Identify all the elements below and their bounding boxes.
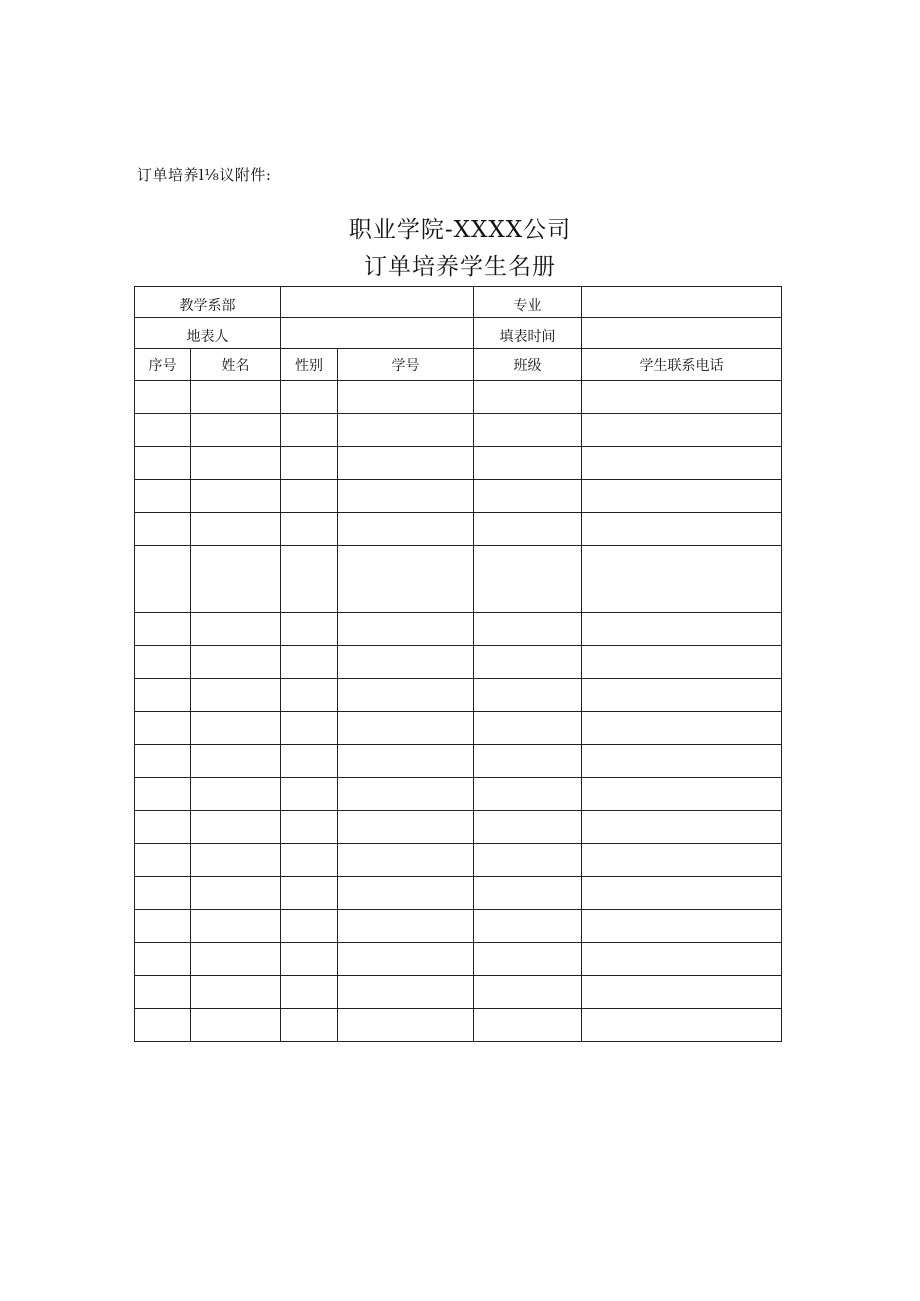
info-row-filler <box>135 318 782 349</box>
cell-phone[interactable] <box>582 480 782 513</box>
cell-name[interactable] <box>191 513 281 546</box>
cell-name[interactable] <box>191 381 281 414</box>
table-row <box>135 811 782 844</box>
cell-name[interactable] <box>191 613 281 646</box>
col-header-name: 姓名 <box>191 349 281 381</box>
table-row <box>135 613 782 646</box>
cell-index[interactable] <box>135 877 191 910</box>
cell-class[interactable] <box>474 745 582 778</box>
cell-index[interactable] <box>135 447 191 480</box>
cell-student-id[interactable] <box>338 976 474 1009</box>
cell-name[interactable] <box>191 646 281 679</box>
cell-index[interactable] <box>135 513 191 546</box>
filler-field[interactable] <box>281 318 474 349</box>
cell-gender[interactable] <box>281 943 338 976</box>
cell-gender[interactable] <box>281 976 338 1009</box>
cell-phone[interactable] <box>582 513 782 546</box>
major-field[interactable] <box>582 287 782 318</box>
cell-student-id[interactable] <box>338 513 474 546</box>
cell-gender[interactable] <box>281 480 338 513</box>
cell-student-id[interactable] <box>338 447 474 480</box>
cell-phone[interactable] <box>582 811 782 844</box>
cell-index[interactable] <box>135 910 191 943</box>
table-row <box>135 646 782 679</box>
cell-index[interactable] <box>135 844 191 877</box>
cell-student-id[interactable] <box>338 811 474 844</box>
cell-index[interactable] <box>135 943 191 976</box>
cell-index[interactable] <box>135 778 191 811</box>
cell-name[interactable] <box>191 877 281 910</box>
cell-phone[interactable] <box>582 910 782 943</box>
table-row <box>135 513 782 546</box>
cell-phone[interactable] <box>582 745 782 778</box>
cell-name[interactable] <box>191 778 281 811</box>
cell-gender[interactable] <box>281 546 338 613</box>
cell-class[interactable] <box>474 414 582 447</box>
cell-class[interactable] <box>474 910 582 943</box>
cell-name[interactable] <box>191 414 281 447</box>
cell-class[interactable] <box>474 646 582 679</box>
info-row-department <box>135 287 782 318</box>
attachment-label: 订单培养l⅛议附件: <box>137 166 272 184</box>
cell-index[interactable] <box>135 679 191 712</box>
cell-phone[interactable] <box>582 1009 782 1042</box>
col-header-student-id: 学号 <box>338 349 474 381</box>
cell-class[interactable] <box>474 513 582 546</box>
cell-class[interactable] <box>474 712 582 745</box>
cell-phone[interactable] <box>582 646 782 679</box>
cell-phone[interactable] <box>582 844 782 877</box>
document-subtitle: 订单培养学生名册 <box>364 254 556 280</box>
cell-name[interactable] <box>191 844 281 877</box>
column-header-row <box>135 349 782 381</box>
cell-student-id[interactable] <box>338 877 474 910</box>
table-row <box>135 976 782 1009</box>
cell-class[interactable] <box>474 844 582 877</box>
cell-index[interactable] <box>135 745 191 778</box>
cell-student-id[interactable] <box>338 943 474 976</box>
table-row <box>135 943 782 976</box>
table-row <box>135 447 782 480</box>
col-header-index: 序号 <box>135 349 191 381</box>
cell-student-id[interactable] <box>338 745 474 778</box>
cell-name[interactable] <box>191 480 281 513</box>
table-row <box>135 745 782 778</box>
cell-index[interactable] <box>135 976 191 1009</box>
cell-index[interactable] <box>135 646 191 679</box>
cell-phone[interactable] <box>582 712 782 745</box>
table-row <box>135 712 782 745</box>
cell-student-id[interactable] <box>338 1009 474 1042</box>
cell-name[interactable] <box>191 1009 281 1042</box>
cell-name[interactable] <box>191 976 281 1009</box>
cell-name[interactable] <box>191 811 281 844</box>
table-row <box>135 778 782 811</box>
cell-class[interactable] <box>474 546 582 613</box>
document-title: 职业学院-XXXX公司 <box>348 217 572 243</box>
cell-class[interactable] <box>474 679 582 712</box>
cell-gender[interactable] <box>281 447 338 480</box>
table-row <box>135 381 782 414</box>
cell-phone[interactable] <box>582 877 782 910</box>
cell-name[interactable] <box>191 943 281 976</box>
table-row <box>135 679 782 712</box>
col-header-class: 班级 <box>474 349 582 381</box>
cell-student-id[interactable] <box>338 546 474 613</box>
table-row <box>135 910 782 943</box>
cell-gender[interactable] <box>281 745 338 778</box>
col-header-phone: 学生联系电话 <box>582 349 782 381</box>
student-roster-table <box>134 286 782 1042</box>
table-row <box>135 1009 782 1042</box>
cell-gender[interactable] <box>281 778 338 811</box>
cell-gender[interactable] <box>281 877 338 910</box>
cell-class[interactable] <box>474 1009 582 1042</box>
cell-phone[interactable] <box>582 414 782 447</box>
table-row <box>135 877 782 910</box>
table-row <box>135 844 782 877</box>
cell-gender[interactable] <box>281 811 338 844</box>
cell-index[interactable] <box>135 381 191 414</box>
table-row <box>135 414 782 447</box>
cell-gender[interactable] <box>281 910 338 943</box>
filler-label: 地表人 <box>135 318 281 349</box>
cell-class[interactable] <box>474 976 582 1009</box>
cell-student-id[interactable] <box>338 778 474 811</box>
cell-index[interactable] <box>135 712 191 745</box>
cell-phone[interactable] <box>582 546 782 613</box>
cell-index[interactable] <box>135 414 191 447</box>
cell-gender[interactable] <box>281 613 338 646</box>
cell-class[interactable] <box>474 613 582 646</box>
cell-gender[interactable] <box>281 1009 338 1042</box>
cell-name[interactable] <box>191 712 281 745</box>
fill-time-field[interactable] <box>582 318 782 349</box>
cell-gender[interactable] <box>281 844 338 877</box>
cell-class[interactable] <box>474 447 582 480</box>
cell-gender[interactable] <box>281 646 338 679</box>
col-header-gender: 性别 <box>281 349 338 381</box>
cell-student-id[interactable] <box>338 613 474 646</box>
cell-index[interactable] <box>135 546 191 613</box>
cell-student-id[interactable] <box>338 844 474 877</box>
cell-class[interactable] <box>474 943 582 976</box>
cell-name[interactable] <box>191 447 281 480</box>
cell-class[interactable] <box>474 480 582 513</box>
cell-gender[interactable] <box>281 712 338 745</box>
cell-student-id[interactable] <box>338 480 474 513</box>
fill-time-label: 填表时间 <box>474 318 582 349</box>
cell-index[interactable] <box>135 811 191 844</box>
cell-class[interactable] <box>474 778 582 811</box>
cell-class[interactable] <box>474 381 582 414</box>
cell-name[interactable] <box>191 546 281 613</box>
cell-class[interactable] <box>474 877 582 910</box>
cell-student-id[interactable] <box>338 679 474 712</box>
cell-gender[interactable] <box>281 381 338 414</box>
cell-phone[interactable] <box>582 943 782 976</box>
cell-gender[interactable] <box>281 679 338 712</box>
cell-index[interactable] <box>135 1009 191 1042</box>
cell-student-id[interactable] <box>338 646 474 679</box>
cell-phone[interactable] <box>582 679 782 712</box>
cell-name[interactable] <box>191 745 281 778</box>
table-row <box>135 546 782 613</box>
cell-phone[interactable] <box>582 613 782 646</box>
cell-name[interactable] <box>191 679 281 712</box>
cell-index[interactable] <box>135 613 191 646</box>
cell-index[interactable] <box>135 480 191 513</box>
cell-student-id[interactable] <box>338 910 474 943</box>
cell-class[interactable] <box>474 811 582 844</box>
cell-phone[interactable] <box>582 447 782 480</box>
major-label: 专业 <box>474 287 582 318</box>
table-row <box>135 480 782 513</box>
department-label: 教学系部 <box>135 287 281 318</box>
department-field[interactable] <box>281 287 474 318</box>
cell-phone[interactable] <box>582 381 782 414</box>
cell-gender[interactable] <box>281 513 338 546</box>
cell-phone[interactable] <box>582 976 782 1009</box>
cell-student-id[interactable] <box>338 712 474 745</box>
cell-phone[interactable] <box>582 778 782 811</box>
cell-name[interactable] <box>191 910 281 943</box>
cell-student-id[interactable] <box>338 414 474 447</box>
cell-student-id[interactable] <box>338 381 474 414</box>
cell-gender[interactable] <box>281 414 338 447</box>
